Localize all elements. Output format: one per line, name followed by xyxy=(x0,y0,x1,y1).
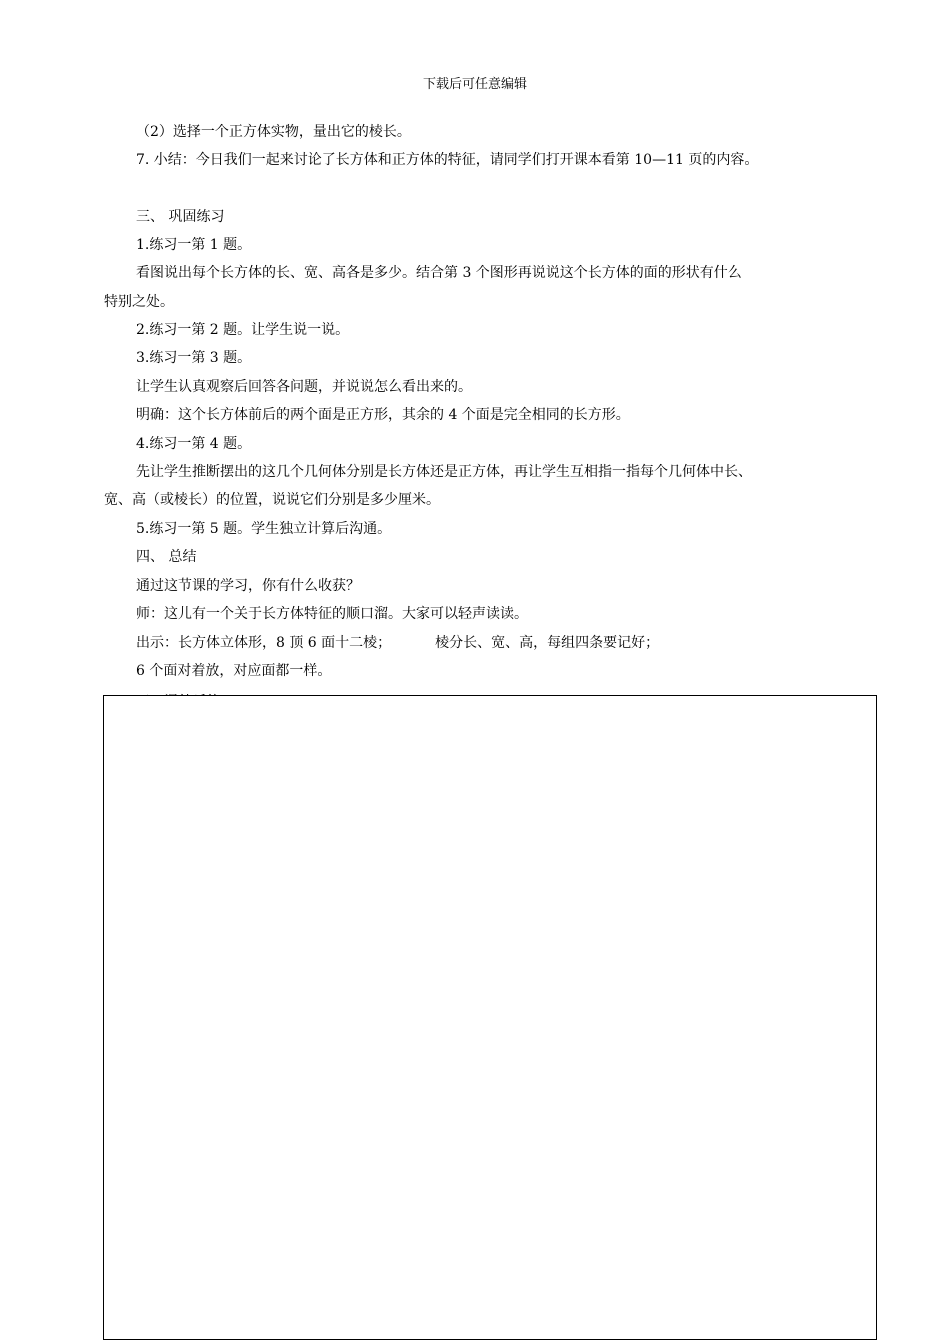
rhyme-part-1: 出示：长方体立体形，8 顶 6 面十二棱； xyxy=(136,635,392,651)
section-heading: 三、 巩固练习 xyxy=(136,209,225,225)
text-line: 1.练习一第 1 题。 xyxy=(136,237,252,253)
rhyme-part-2: 棱分长、宽、高，每组四条要记好； xyxy=(435,635,660,651)
text-line: 3.练习一第 3 题。 xyxy=(136,350,252,366)
text-line: 让学生认真观察后回答各问题，并说说怎么看出来的。 xyxy=(136,379,472,395)
text-line: 宽、高（或棱长）的位置，说说它们分别是多少厘米。 xyxy=(104,492,440,508)
text-line: 2.练习一第 2 题。让学生说一说。 xyxy=(136,322,350,338)
text-line xyxy=(136,633,659,653)
page-header: 下载后可任意编辑 xyxy=(422,77,527,92)
text-line: 4.练习一第 4 题。 xyxy=(136,436,252,452)
text-line: 特别之处。 xyxy=(104,294,174,310)
text-line: 师：这儿有一个关于长方体特征的顺口溜。大家可以轻声读读。 xyxy=(136,606,528,622)
text-line: 明确：这个长方体前后的两个面是正方形，其余的 4 个面是完全相同的长方形。 xyxy=(136,407,630,423)
text-line: 看图说出每个长方体的长、宽、高各是多少。结合第 3 个图形再说说这个长方体的面的形状有什么 xyxy=(136,265,742,281)
text-line: 5.练习一第 5 题。学生独立计算后沟通。 xyxy=(136,521,392,537)
text-line: 7. 小结：今日我们一起来讨论了长方体和正方体的特征，请同学们打开课本看第 10—11 页的内容。 xyxy=(136,152,759,168)
section-heading: 四、 总结 xyxy=(136,549,197,565)
text-line: 6 个面对着放，对应面都一样。 xyxy=(136,663,332,679)
text-line: 先让学生推断摆出的这几个几何体分别是长方体还是正方体，再让学生互相指一指每个几何体中长、 xyxy=(136,464,752,480)
empty-frame xyxy=(103,695,877,1340)
text-line: 通过这节课的学习，你有什么收获？ xyxy=(136,578,360,594)
text-line: （2）选择一个正方体实物，量出它的棱长。 xyxy=(136,124,411,140)
